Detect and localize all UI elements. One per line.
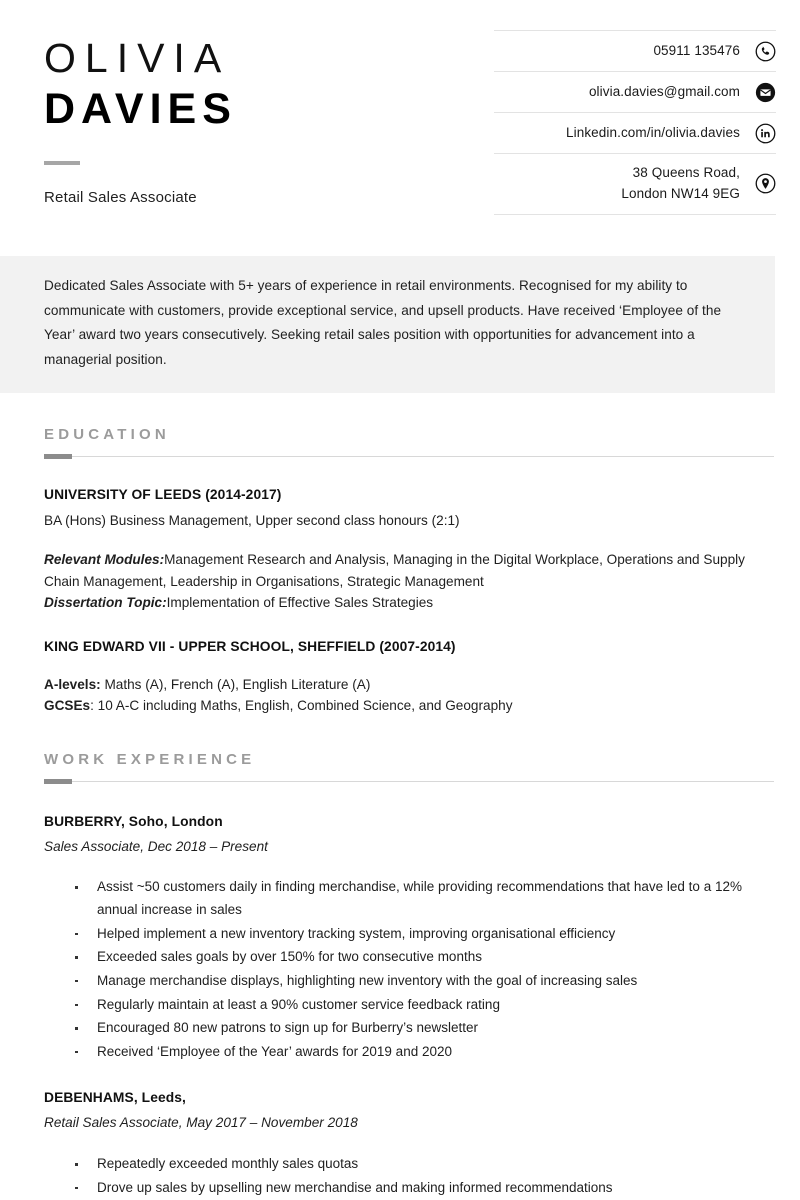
dissertation-value: Implementation of Effective Sales Strategies xyxy=(166,595,434,611)
list-item: Manage merchandise displays, highlighting new inventory with the goal of increasing sales xyxy=(44,970,774,993)
education-modules xyxy=(44,549,774,592)
contact-row-address[interactable] xyxy=(494,154,776,215)
list-item: Received ‘Employee of the Year’ awards for 2019 and 2020 xyxy=(44,1041,774,1064)
list-item: Regularly maintain at least a 90% customer service feedback rating xyxy=(44,994,774,1017)
modules-label: Relevant Modules: xyxy=(44,552,165,568)
name-divider xyxy=(44,161,80,165)
work-section xyxy=(0,751,800,1200)
contact-phone-text: 05911 135476 xyxy=(653,42,740,58)
education-section xyxy=(0,426,800,717)
education-heading-rule xyxy=(44,454,774,459)
list-item: Encouraged 80 new patrons to sign up for Burberry’s newsletter xyxy=(44,1017,774,1040)
gcses-value: : 10 A-C including Maths, English, Combined Science, and Geography xyxy=(90,698,513,714)
education-org: UNIVERSITY OF LEEDS (2014-2017) xyxy=(44,486,282,502)
job-title: Retail Sales Associate xyxy=(44,189,197,207)
education-gcses xyxy=(44,695,774,716)
education-entry xyxy=(44,485,774,614)
education-alevels xyxy=(44,674,774,695)
work-heading-rule xyxy=(44,779,774,784)
work-entry xyxy=(44,1088,774,1200)
summary-text: Dedicated Sales Associate with 5+ years of experience in retail environments. Recognised for my ability to communicate with customers, provide exceptional service, and upsell products. Have received ‘Employee of the Year’ award two years consecutively. Seeking retail sales position with opportunities for advancement into a managerial position. xyxy=(44,277,722,368)
gcses-label: GCSEs xyxy=(44,698,91,714)
contact-linkedin-text: Linkedin.com/in/olivia.davies xyxy=(566,124,740,140)
list-item: Assist ~50 customers daily in finding merchandise, while providing recommendations that have led to a 12% annual increase in sales xyxy=(44,876,774,921)
list-item: Repeatedly exceeded monthly sales quotas xyxy=(44,1153,774,1176)
work-entry xyxy=(44,812,774,1064)
first-name: OLIVIA xyxy=(44,35,231,81)
alevels-value: Maths (A), French (A), English Literature (A) xyxy=(100,676,371,692)
work-role: Retail Sales Associate, May 2017 – November 2018 xyxy=(44,1115,358,1131)
modules-value: Management Research and Analysis, Managing in the Digital Workplace, Operations and Supply Chain Management, Leadership in Organisations, Strategic Management xyxy=(44,552,745,589)
work-bullet-list xyxy=(44,1153,774,1199)
resume-header xyxy=(0,0,800,215)
work-heading: WORK EXPERIENCE xyxy=(44,750,256,768)
education-entry xyxy=(44,637,774,717)
phone-icon xyxy=(754,40,776,62)
contact-row-phone[interactable] xyxy=(494,30,776,72)
work-role: Sales Associate, Dec 2018 – Present xyxy=(44,839,268,855)
education-org: KING EDWARD VII - UPPER SCHOOL, SHEFFIELD (2007-2014) xyxy=(44,638,456,654)
list-item: Helped implement a new inventory tracking system, improving organisational efficiency xyxy=(44,923,774,946)
linkedin-icon xyxy=(754,122,776,144)
work-org: BURBERRY, Soho, London xyxy=(44,813,223,829)
dissertation-label: Dissertation Topic: xyxy=(44,595,167,611)
list-item: Drove up sales by upselling new merchandise and making informed recommendations xyxy=(44,1177,774,1200)
contact-row-linkedin[interactable] xyxy=(494,113,776,154)
alevels-label: A-levels: xyxy=(44,676,101,692)
contact-row-email[interactable] xyxy=(494,72,776,113)
education-dissertation xyxy=(44,592,774,613)
work-org: DEBENHAMS, Leeds, xyxy=(44,1089,186,1105)
education-heading: EDUCATION xyxy=(44,425,170,443)
contact-list xyxy=(494,30,776,215)
work-bullet-list xyxy=(44,876,774,1063)
summary-band xyxy=(0,256,775,393)
name-block xyxy=(44,26,237,206)
contact-email-text: olivia.davies@gmail.com xyxy=(588,83,740,99)
location-icon xyxy=(754,173,776,195)
education-degree: BA (Hons) Business Management, Upper second class honours (2:1) xyxy=(44,513,460,529)
list-item: Exceeded sales goals by over 150% for two consecutive months xyxy=(44,946,774,969)
email-icon xyxy=(754,81,776,103)
contact-address-text: 38 Queens Road, London NW14 9EG xyxy=(621,165,740,201)
last-name: DAVIES xyxy=(44,85,237,134)
